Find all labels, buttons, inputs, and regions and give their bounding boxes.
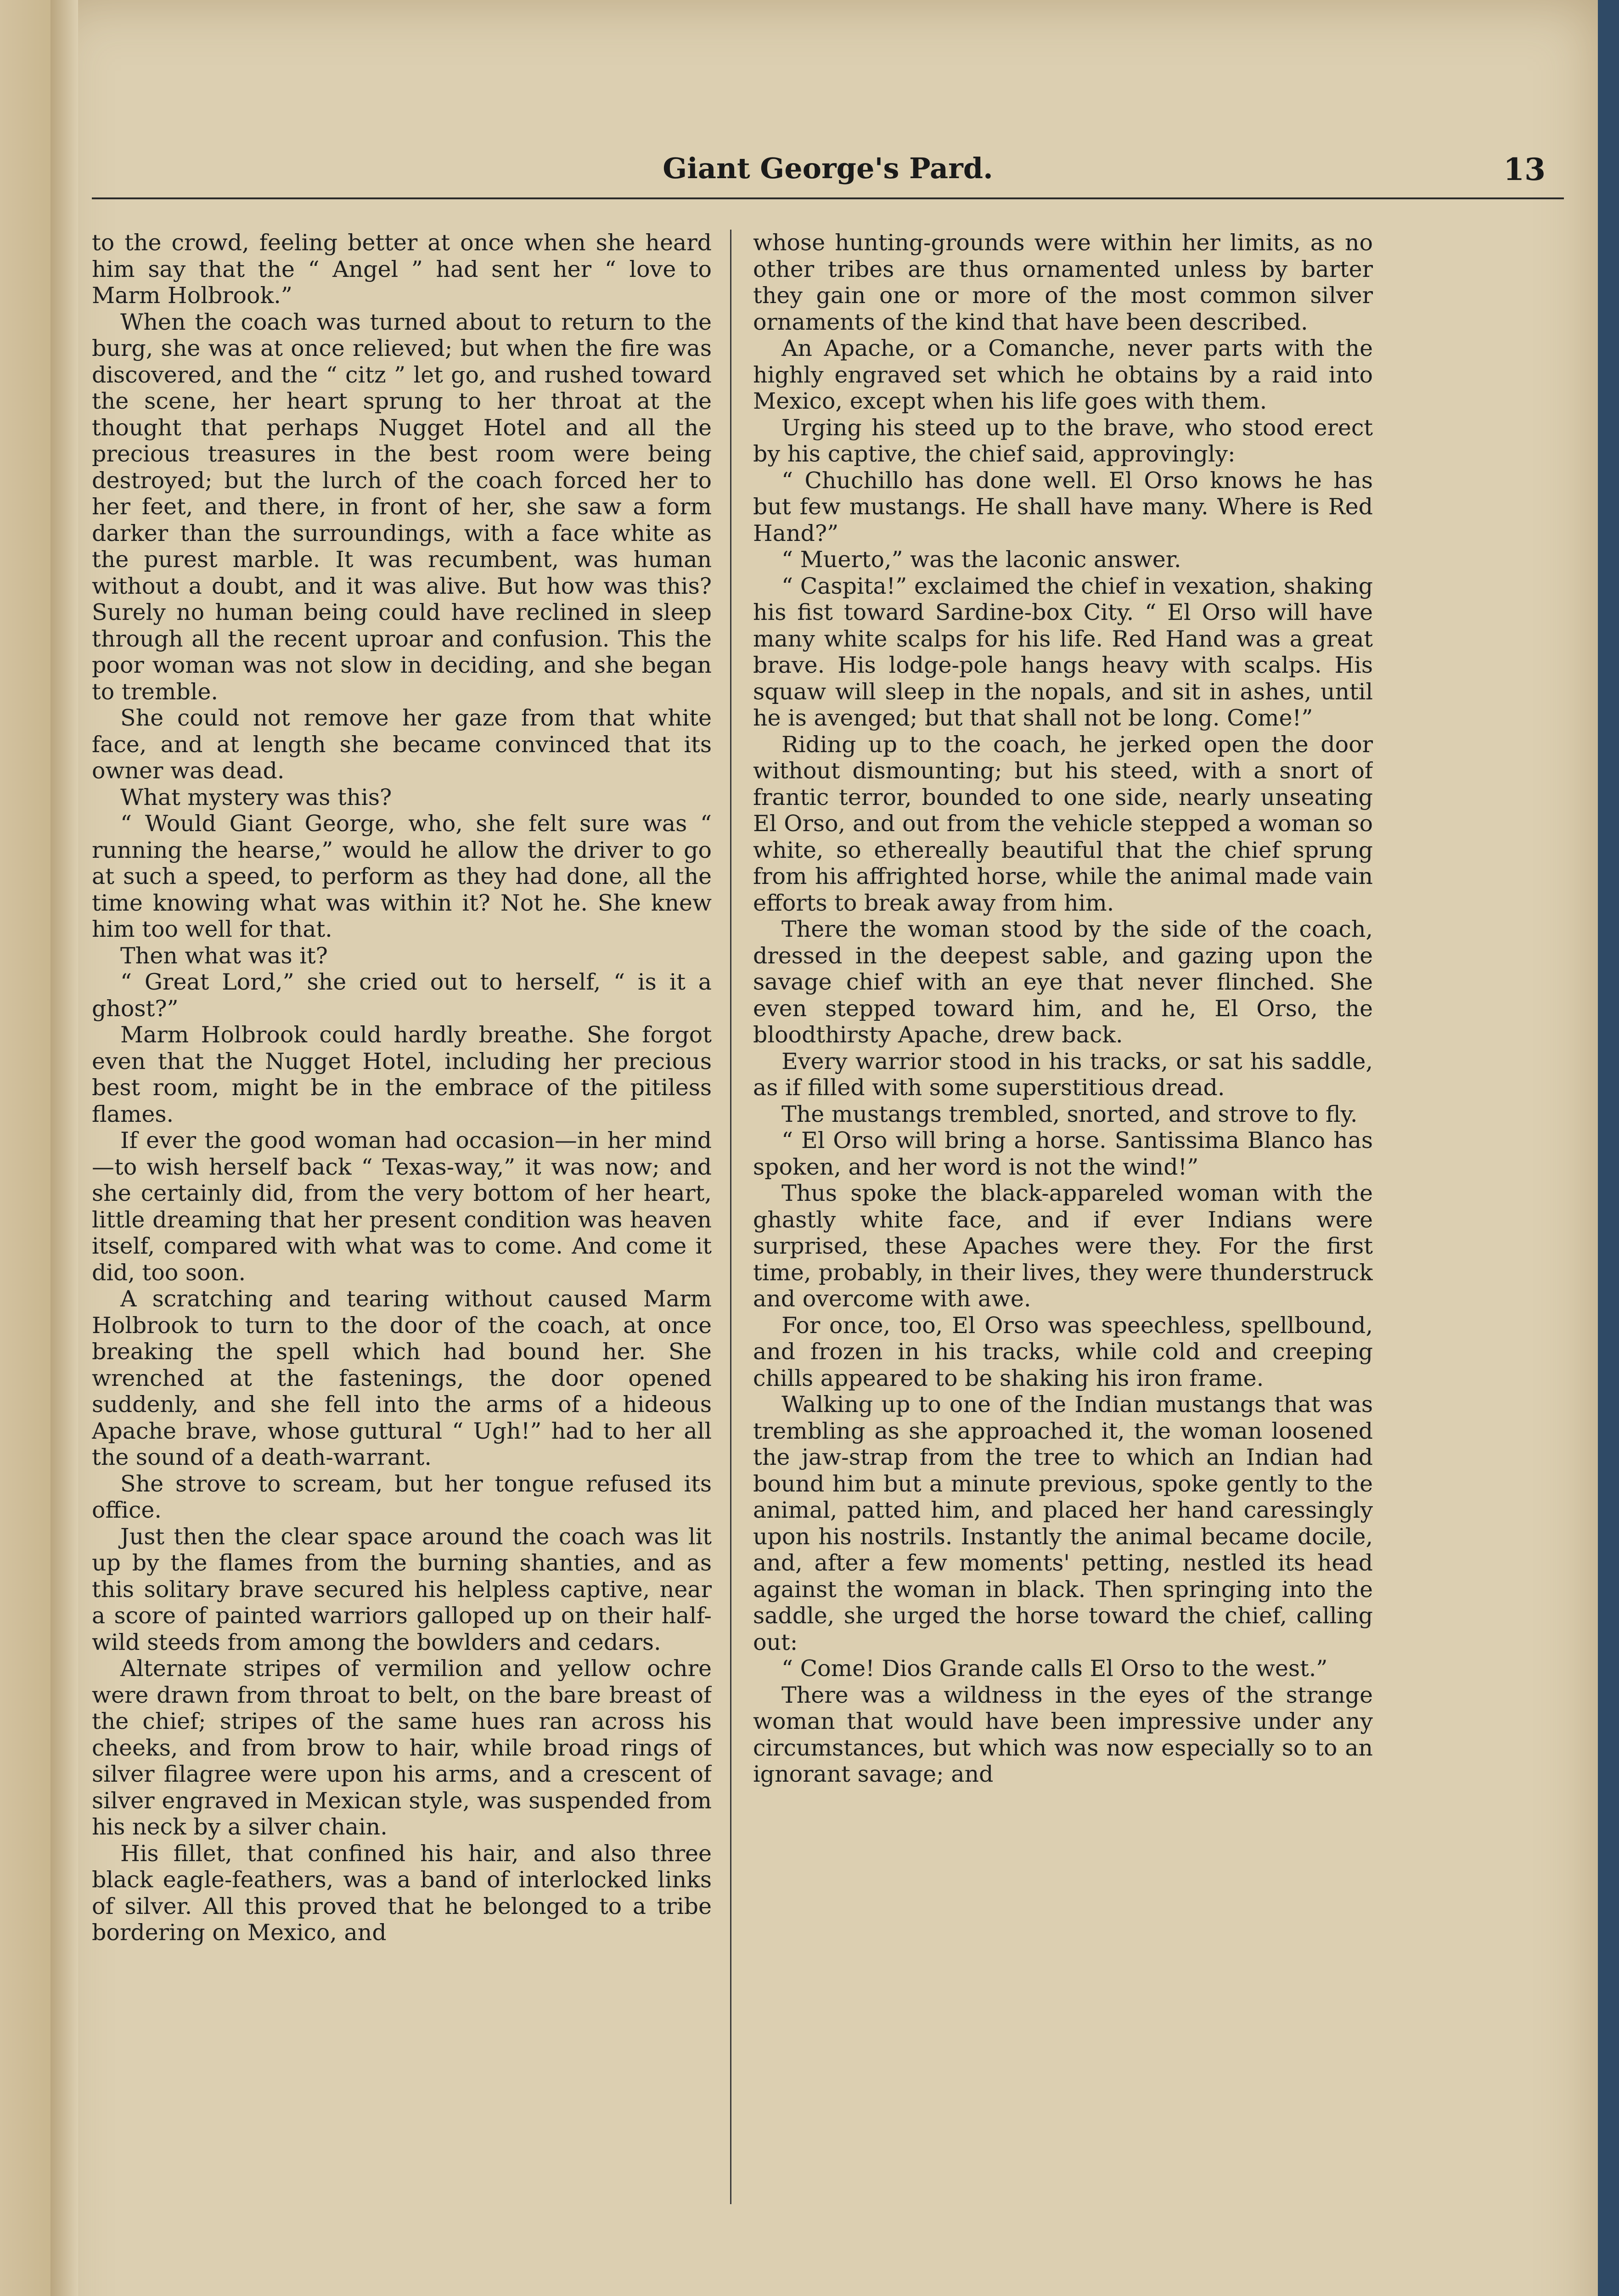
paragraph: A scratching and tearing without caused Marm Holbrook to turn to the door of the coach, at once breaking the spell which had bound her. She wrenched at the fastenings, the door opened suddenly, and she fell into the arms of a hideous Apache brave, whose guttural “ Ugh!” had to her all the sound of a death-warrant.: [92, 1286, 712, 1470]
paragraph: Riding up to the coach, he jerked open the door without dismounting; but his steed, with a snort of frantic terror, bounded to one side, nearly unseating El Orso, and out from the vehicle stepped a woman so white, so ethereally beautiful that the chief sprung from his affrighted horse, while the animal made vain efforts to break away from him.: [753, 731, 1373, 916]
paragraph: She strove to scream, but her tongue refused its office.: [92, 1470, 712, 1523]
paragraph: Urging his steed up to the brave, who stood erect by his captive, the chief said, approvingly:: [753, 414, 1373, 467]
paragraph: “ Chuchillo has done well. El Orso knows he has but few mustangs. He shall have many. Where is Red Hand?”: [753, 467, 1373, 546]
paragraph: Alternate stripes of vermilion and yellow ochre were drawn from throat to belt, on the bare breast of the chief; stripes of the same hues ran across his cheeks, and from brow to hair, while broad rings of silver filagree were upon his arms, and a crescent of silver engraved in Mexican style, was suspended from his neck by a silver chain.: [92, 1655, 712, 1840]
paragraph: “ Come! Dios Grande calls El Orso to the west.”: [781, 1655, 1328, 1682]
paragraph: When the coach was turned about to return to the burg, she was at once relieved; but when the fire was discovered, and the “ citz ” let go, and rushed toward the scene, her heart sprung to her throat at the thought that perhaps Nugget Hotel and all the precious treasures in the best room were being destroyed; but the lurch of the coach forced her to her feet, and there, in front of her, she saw a form darker than the surroundings, with a face white as the purest marble. It was recumbent, was human without a doubt, and it was alive. But how was this? Surely no human being could have reclined in sleep through all the recent uproar and confusion. This the poor woman was not slow in deciding, and she began to tremble.: [92, 309, 712, 705]
paragraph: There was a wildness in the eyes of the strange woman that would have been impressive under any circumstances, but which was now especially so to an ignorant savage; and: [753, 1682, 1373, 1787]
paragraph: If ever the good woman had occasion—in her mind—to wish herself back “ Texas-way,” it was now; and she certainly did, from the very bottom of her heart, little dreaming that her present condition was heaven itself, compared with what was to come. And come it did, too soon.: [92, 1127, 712, 1286]
header-rule: [92, 197, 1564, 199]
paragraph: “ Great Lord,” she cried out to herself, “ is it a ghost?”: [92, 969, 712, 1022]
paragraph: Thus spoke the black-appareled woman with the ghastly white face, and if ever Indians were surprised, these Apaches were they. For the first time, probably, in their lives, they were thunderstruck and overcome with awe.: [753, 1180, 1373, 1312]
paragraph: Every warrior stood in his tracks, or sat his saddle, as if filled with some superstitious dread.: [753, 1048, 1373, 1101]
paragraph: His fillet, that confined his hair, and also three black eagle-feathers, was a band of interlocked links of silver. All this proved that he belonged to a tribe bordering on Mexico, and: [92, 1840, 712, 1946]
paragraph: “ Would Giant George, who, she felt sure was “ running the hearse,” would he allow the driver to go at such a speed, to perform as they had done, all the time knowing what was within it? Not he. She knew him too well for that.: [92, 810, 712, 942]
paragraph: Then what was it?: [120, 942, 328, 969]
paragraph: Marm Holbrook could hardly breathe. She forgot even that the Nugget Hotel, including her precious best room, might be in the embrace of the pitiless flames.: [92, 1022, 712, 1127]
column-divider: [730, 230, 731, 2204]
paragraph: The mustangs trembled, snorted, and strove to fly.: [781, 1101, 1358, 1127]
paragraph: “ El Orso will bring a horse. Santissima Blanco has spoken, and her word is not the wind!”: [753, 1127, 1373, 1180]
paragraph: She could not remove her gaze from that white face, and at length she became convinced that its owner was dead.: [92, 705, 712, 784]
paragraph: Walking up to one of the Indian mustangs that was trembling as she approached it, the woman loosened the jaw-strap from the tree to which an Indian had bound him but a minute previous, spoke gently to the animal, patted him, and placed her hand caressingly upon his nostrils. Instantly the animal became docile, and, after a few moments' petting, nestled its head against the woman in black. Then springing into the saddle, she urged the horse toward the chief, calling out:: [753, 1391, 1373, 1655]
page-number: 13: [1503, 152, 1546, 187]
running-head-title: Giant George's Pard.: [663, 152, 993, 185]
running-head: [92, 152, 1564, 193]
paragraph: An Apache, or a Comanche, never parts with the highly engraved set which he obtains by a raid into Mexico, except when his life goes with them.: [753, 335, 1373, 414]
right-column: [753, 230, 1373, 2218]
scan-background-edge: [0, 0, 55, 2296]
paragraph: “ Caspita!” exclaimed the chief in vexation, shaking his fist toward Sardine-box City. “ El Orso will have many white scalps for his life. Red Hand was a great brave. His lodge-pole hangs heavy with scalps. His squaw will sleep in the nopals, and sit in ashes, until he is avenged; but that shall not be long. Come!”: [753, 573, 1373, 731]
paragraph: Just then the clear space around the coach was lit up by the flames from the burning shanties, and as this solitary brave secured his helpless captive, near a score of painted warriors galloped up on their half-wild steeds from among the bowlders and cedars.: [92, 1523, 712, 1655]
paragraph: There the woman stood by the side of the coach, dressed in the deepest sable, and gazing upon the savage chief with an eye that never flinched. She even stepped toward him, and he, El Orso, the bloodthirsty Apache, drew back.: [753, 916, 1373, 1048]
page-gutter: [51, 0, 78, 2296]
paragraph: “ Muerto,” was the laconic answer.: [781, 546, 1181, 573]
paragraph: For once, too, El Orso was speechless, spellbound, and frozen in his tracks, while cold and creeping chills appeared to be shaking his iron frame.: [753, 1312, 1373, 1391]
left-column: [92, 230, 712, 2218]
paragraph: to the crowd, feeling better at once when she heard him say that the “ Angel ” had sent her “ love to Marm Holbrook.”: [92, 230, 712, 309]
paragraph: What mystery was this?: [120, 784, 392, 810]
paragraph: whose hunting-grounds were within her limits, as no other tribes are thus ornamented unless by barter they gain one or more of the most common silver ornaments of the kind that have been described.: [753, 230, 1373, 335]
